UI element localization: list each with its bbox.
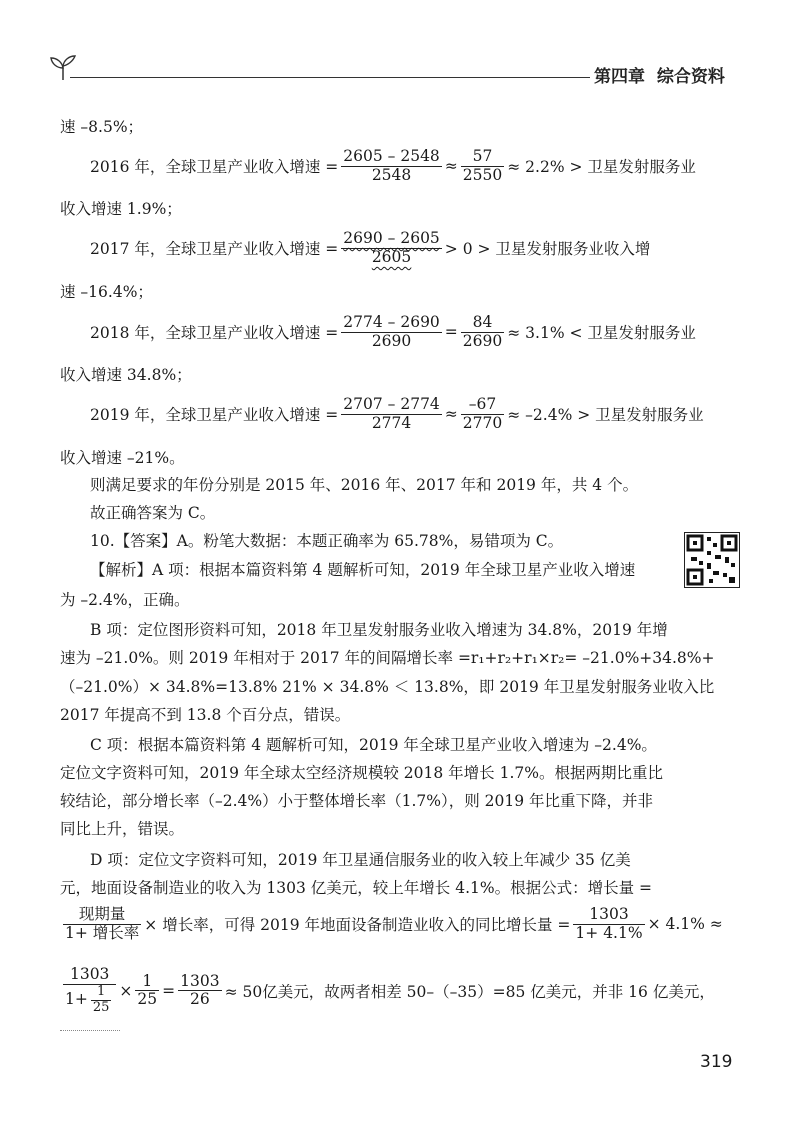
formula-growth: $\frac{\text{现期量}}{\text{1+ 增长率}}$ × 增长率，可得 2019 年地面设备制造业收入的同比增长量 = $\frac{1303}{1+ 4.1\%}$ × 4.1% ≈	[65, 905, 723, 942]
text-line: 收入增速 1.9%；	[60, 200, 182, 218]
text-line: 则满足要求的年份分别是 2015 年、2016 年、2017 年和 2019 年，共 4 个。	[90, 476, 639, 494]
header-rule	[70, 77, 590, 78]
text-line: 故正确答案为 C。	[90, 504, 216, 522]
formula-final: 1303 1+ $\frac{1}{25}$ × $\frac{1}{25}$ = $\frac{1303}{26}$ ≈ 50亿美元，故两者相差 50–（–35）=85 亿美元，并非 16 亿美元，	[65, 965, 715, 1015]
formula-2019: 2019 年，全球卫星产业收入增速 = $\frac{2707 - 2774}{2774}$ ≈ $\frac{-67}{2770}$ ≈ –2.4% > 卫星发射服务业	[90, 395, 704, 432]
text-line: 较结论，部分增长率（–2.4%）小于整体增长率（1.7%），则 2019 年比重下降，并非	[60, 792, 654, 810]
chapter-number: 第四章	[594, 67, 645, 87]
formula-2016: 2016 年，全球卫星产业收入增速 = $\frac{2605 - 2548}{2548}$ ≈ $\frac{57}{2550}$ ≈ 2.2% > 卫星发射服务业	[90, 147, 696, 184]
page-number: 319	[700, 1052, 733, 1072]
text-line: B 项：定位图形资料可知，2018 年卫星发射服务业收入增速为 34.8%，2019 年增	[90, 621, 668, 639]
text-line: 速 –16.4%；	[60, 283, 153, 301]
text-line: D 项：定位文字资料可知，2019 年卫星通信服务业的收入较上年减少 35 亿美	[90, 851, 631, 869]
answer-line: 10.【答案】A。粉笔大数据：本题正确率为 65.78%，易错项为 C。	[90, 532, 564, 550]
text-line: 定位文字资料可知，2019 年全球太空经济规模较 2018 年增长 1.7%。根据两期比重比	[60, 764, 663, 782]
chapter-header	[594, 62, 725, 87]
qr-code-icon	[684, 532, 740, 588]
analysis-line: 【解析】A 项：根据本篇资料第 4 题解析可知，2019 年全球卫星产业收入增速	[90, 561, 636, 579]
text-line: （–21.0%）× 34.8%=13.8% 21% × 34.8% ＜ 13.8%，即 2019 年卫星发射服务业收入比	[60, 678, 715, 696]
formula-2017: 2017 年，全球卫星产业收入增速 = $\frac{2690 - 2605}{2605}$ > 0 > 卫星发射服务业收入增	[90, 229, 651, 266]
text-line: 收入增速 –21%。	[60, 449, 185, 467]
divider	[60, 1030, 120, 1031]
text-line: 收入增速 34.8%；	[60, 366, 192, 384]
text-line: 为 –2.4%，正确。	[60, 591, 190, 609]
text-line: 同比上升，错误。	[60, 820, 185, 838]
text-line: 元，地面设备制造业的收入为 1303 亿美元，较上年增长 4.1%。根据公式：增长量 =	[60, 879, 653, 897]
chapter-title: 综合资料	[656, 67, 725, 87]
text-line: 速 –8.5%；	[60, 118, 144, 136]
text-line: 速为 –21.0%。则 2019 年相对于 2017 年的间隔增长率 =r₁+r₂+r₁×r₂= –21.0%+34.8%+	[60, 649, 715, 667]
text-line: 2017 年提高不到 13.8 个百分点，错误。	[60, 706, 351, 724]
formula-2018: 2018 年，全球卫星产业收入增速 = $\frac{2774 - 2690}{2690}$ = $\frac{84}{2690}$ ≈ 3.1% < 卫星发射服务业	[90, 313, 696, 350]
text-line: C 项：根据本篇资料第 4 题解析可知，2019 年全球卫星产业收入增速为 –2.4%。	[90, 736, 657, 754]
